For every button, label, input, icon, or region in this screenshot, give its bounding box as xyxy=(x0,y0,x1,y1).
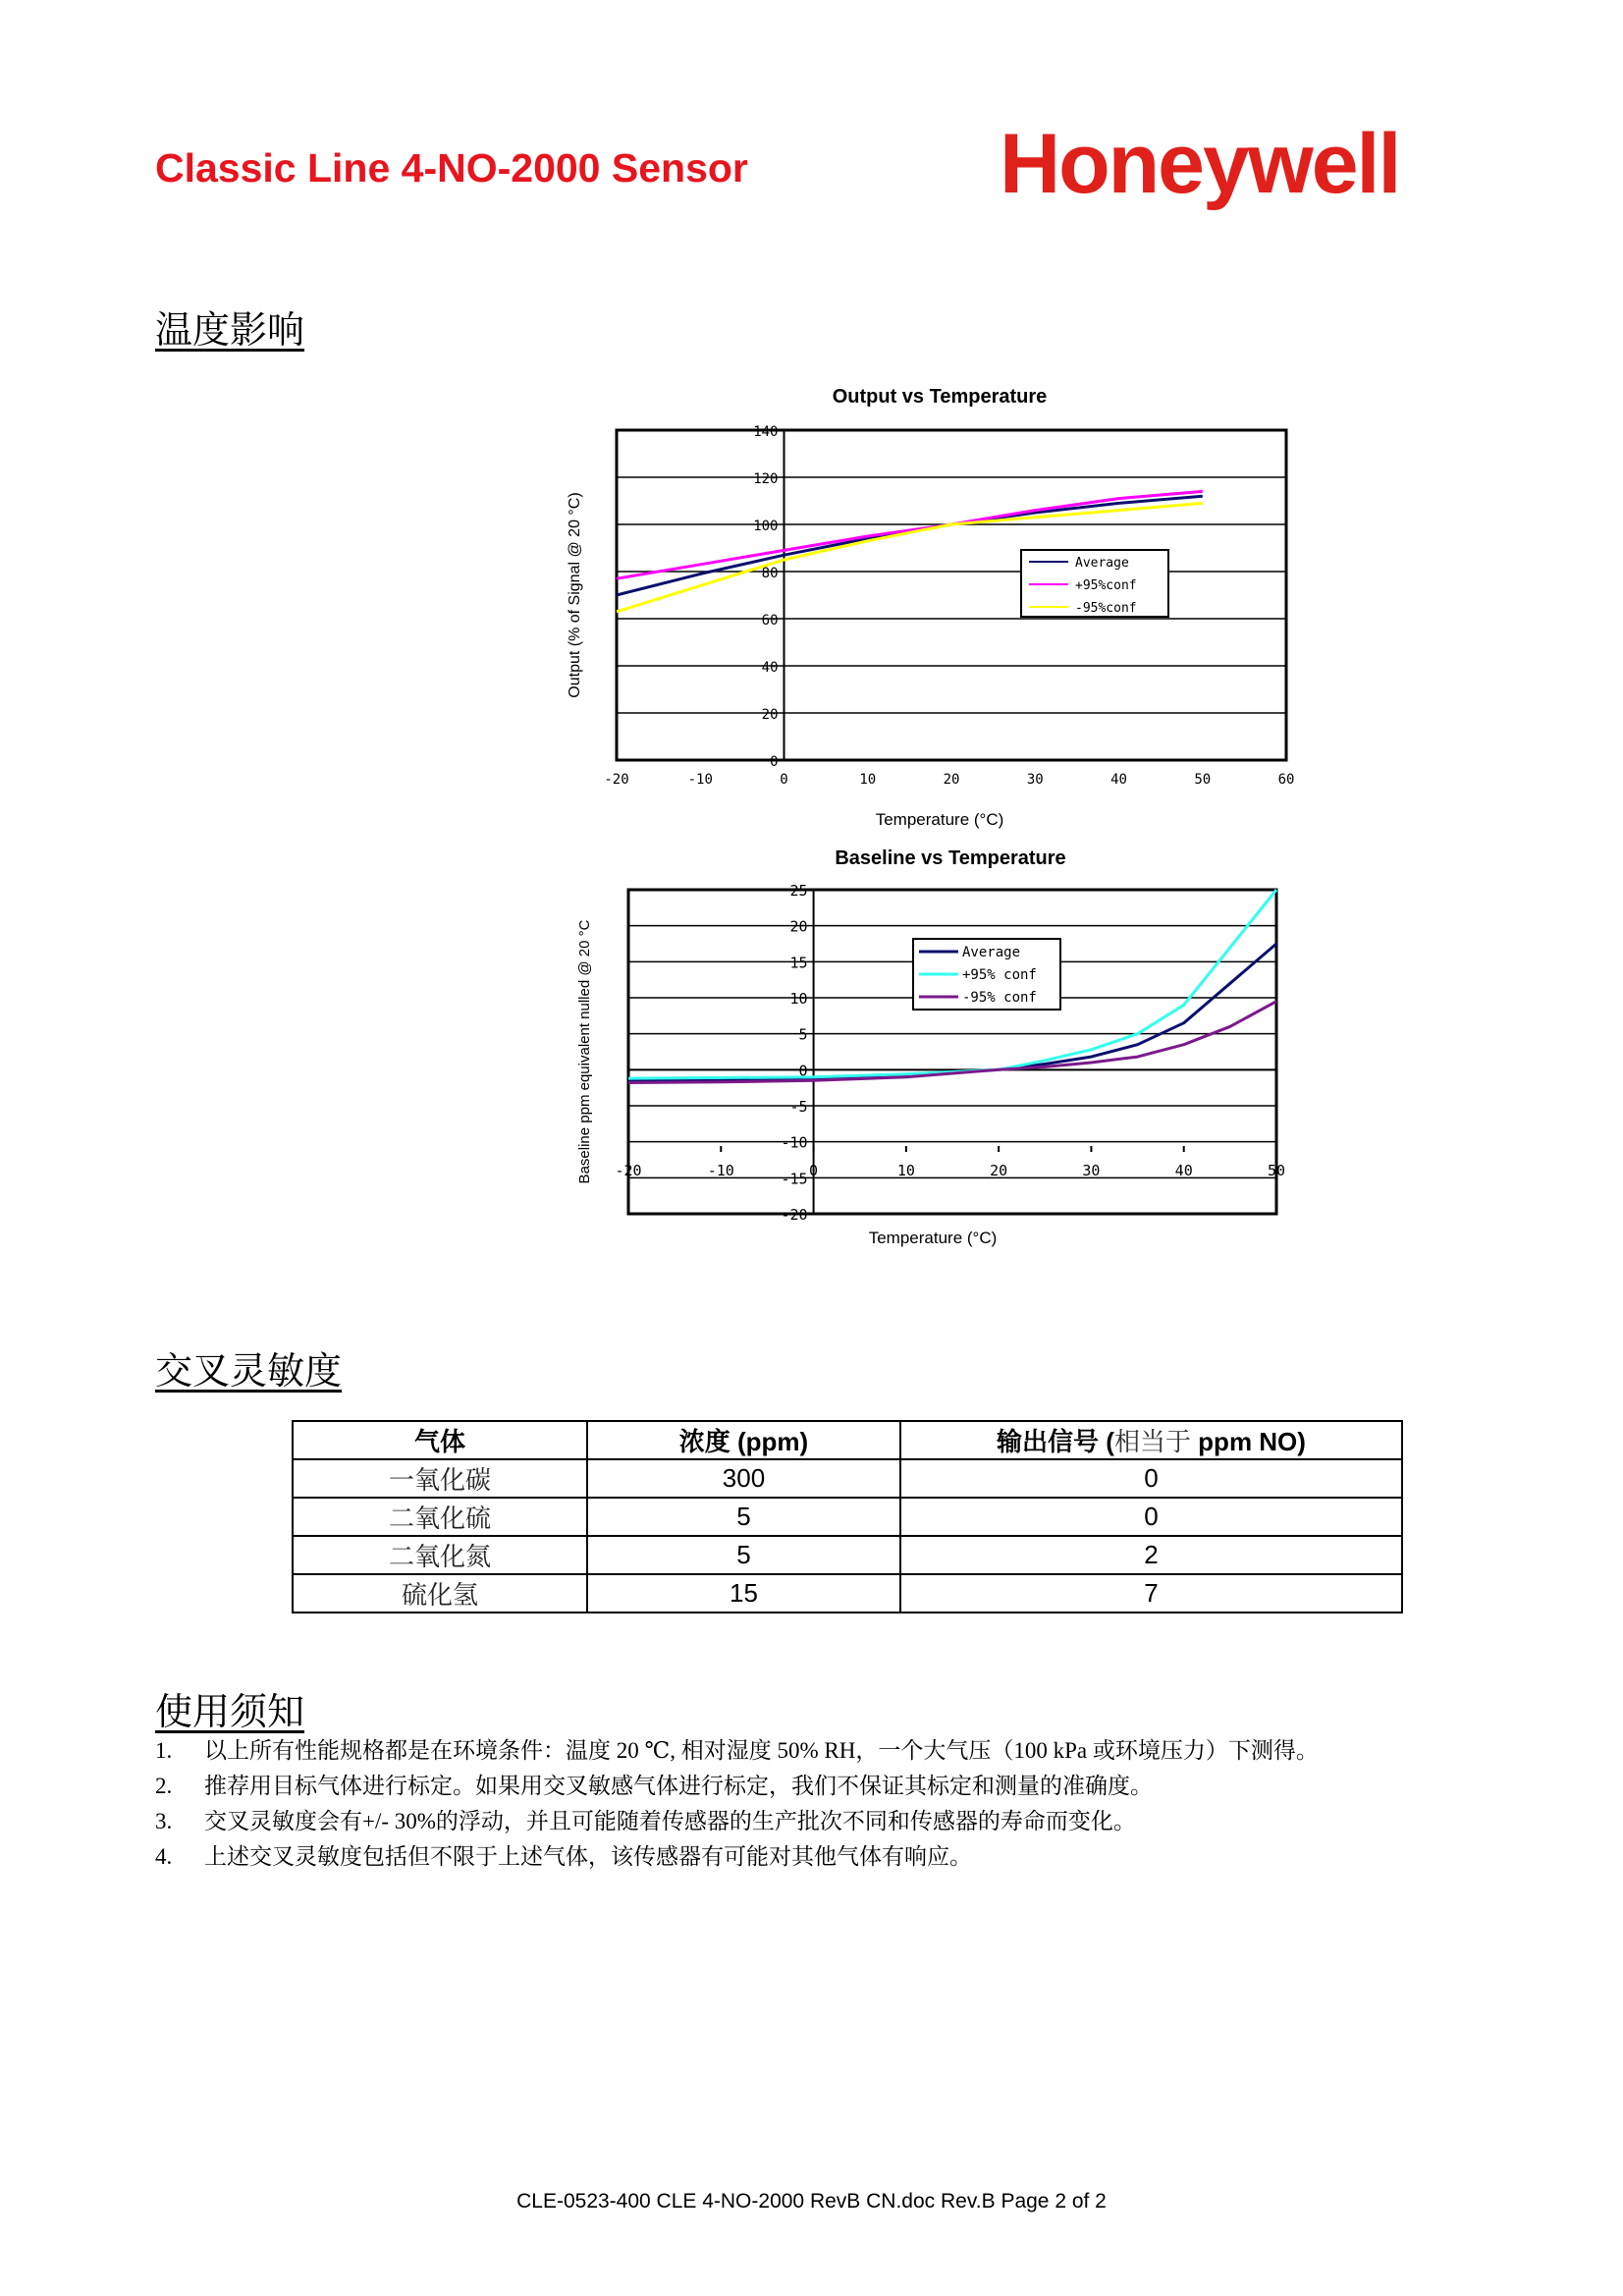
table-row xyxy=(293,1574,1402,1613)
note-number: 1. xyxy=(155,1738,173,1763)
legend-label: +95%conf xyxy=(1075,578,1137,593)
x-tick-label: 10 xyxy=(859,772,877,788)
x-tick-label: 50 xyxy=(1267,1162,1286,1179)
concentration-cell: 15 xyxy=(587,1574,900,1613)
list-item xyxy=(155,1839,1481,1875)
section-heading-temperature: 温度影响 xyxy=(155,308,305,352)
section-heading-notes: 使用须知 xyxy=(155,1690,305,1733)
table-row xyxy=(293,1498,1402,1536)
table-row xyxy=(293,1459,1402,1498)
list-item xyxy=(155,1769,1481,1804)
gas-name-cell: 二氧化氮 xyxy=(293,1536,587,1574)
document-title: Classic Line 4-NO-2000 Sensor xyxy=(155,145,748,191)
plot-area xyxy=(617,430,1286,760)
chart-title: Baseline vs Temperature xyxy=(835,847,1066,869)
x-tick-label: 10 xyxy=(896,1162,915,1179)
x-tick-label: 20 xyxy=(990,1162,1008,1179)
gas-name-cell: 二氧化硫 xyxy=(293,1498,587,1536)
y-tick-label: 40 xyxy=(761,660,779,676)
gas-name-cell: 一氧化碳 xyxy=(293,1459,587,1498)
header-gas: 气体 xyxy=(293,1421,587,1459)
legend-label: Average xyxy=(962,945,1021,960)
output-cell: 7 xyxy=(900,1574,1402,1613)
legend-label: Average xyxy=(1075,556,1129,571)
x-axis-label: Temperature (°C) xyxy=(875,810,1004,829)
table-header-row xyxy=(293,1421,1402,1459)
output-vs-temperature-chart xyxy=(560,378,1306,840)
x-tick-label: 20 xyxy=(943,772,960,788)
y-tick-label: 140 xyxy=(753,424,779,440)
y-tick-label: -5 xyxy=(789,1098,808,1116)
note-number: 2. xyxy=(155,1774,173,1798)
x-tick-label: -10 xyxy=(707,1162,734,1179)
y-tick-label: 10 xyxy=(789,990,808,1008)
list-item xyxy=(155,1733,1481,1769)
x-tick-label: -20 xyxy=(615,1162,642,1179)
x-tick-label: 40 xyxy=(1174,1162,1193,1179)
y-tick-label: -10 xyxy=(781,1133,808,1152)
note-number: 4. xyxy=(155,1844,173,1869)
section-heading-cross-sensitivity: 交叉灵敏度 xyxy=(155,1349,343,1393)
header-output-equivalent: 相当于 xyxy=(1113,1427,1191,1456)
table-row xyxy=(293,1536,1402,1574)
chart-title: Output vs Temperature xyxy=(832,386,1048,408)
y-tick-label: 60 xyxy=(761,613,779,629)
x-tick-label: 40 xyxy=(1110,772,1127,788)
concentration-cell: 300 xyxy=(587,1459,900,1498)
honeywell-logo: Honeywell xyxy=(1000,117,1400,211)
output-cell: 2 xyxy=(900,1536,1402,1574)
cross-sensitivity-table xyxy=(292,1420,1403,1613)
y-tick-label: 120 xyxy=(753,471,779,487)
y-tick-label: 0 xyxy=(770,754,779,770)
y-tick-label: 80 xyxy=(761,566,779,581)
y-tick-label: -15 xyxy=(781,1170,808,1188)
y-tick-label: 5 xyxy=(798,1025,808,1044)
note-text: 以上所有性能规格都是在环境条件：温度 20 ℃, 相对湿度 50% RH，一个大气压（100 kPa 或环境压力）下测得。 xyxy=(204,1738,1319,1763)
y-tick-label: -20 xyxy=(781,1206,808,1224)
legend-label: -95% conf xyxy=(962,990,1037,1006)
header-output-prefix: 输出信号 ( xyxy=(997,1427,1114,1456)
x-tick-label: 30 xyxy=(1082,1162,1101,1179)
chart-legend xyxy=(1021,550,1168,617)
chart-legend xyxy=(913,939,1060,1010)
legend-label: -95%conf xyxy=(1075,601,1137,616)
note-text: 交叉灵敏度会有+/- 30%的浮动，并且可能随着传感器的生产批次不同和传感器的寿命而变化。 xyxy=(204,1809,1136,1833)
x-tick-label: -20 xyxy=(604,772,629,788)
output-cell: 0 xyxy=(900,1459,1402,1498)
note-text: 推荐用目标气体进行标定。如果用交叉敏感气体进行标定，我们不保证其标定和测量的准确度。 xyxy=(204,1774,1153,1798)
output-cell: 0 xyxy=(900,1498,1402,1536)
y-tick-label: 100 xyxy=(753,519,779,534)
y-tick-label: 20 xyxy=(789,917,808,936)
header-output xyxy=(900,1421,1402,1459)
usage-notes-list xyxy=(155,1733,1481,1875)
x-tick-label: 0 xyxy=(809,1162,819,1179)
x-tick-label: 0 xyxy=(780,772,788,788)
page-footer: CLE-0523-400 CLE 4-NO-2000 RevB CN.doc Rev.B Page 2 of 2 xyxy=(516,2190,1107,2213)
y-axis-label: Baseline ppm equivalent nulled @ 20 °C xyxy=(576,919,593,1184)
header-concentration: 浓度 (ppm) xyxy=(587,1421,900,1459)
x-axis-label: Temperature (°C) xyxy=(868,1229,998,1247)
concentration-cell: 5 xyxy=(587,1536,900,1574)
y-tick-label: 25 xyxy=(789,882,808,900)
x-tick-label: 60 xyxy=(1277,772,1295,788)
note-number: 3. xyxy=(155,1809,173,1833)
x-tick-label: 50 xyxy=(1194,772,1212,788)
y-axis-label: Output (% of Signal @ 20 °C) xyxy=(567,492,583,698)
baseline-vs-temperature-chart xyxy=(569,845,1296,1257)
y-tick-label: 15 xyxy=(789,954,808,972)
gas-name-cell: 硫化氢 xyxy=(293,1574,587,1613)
y-tick-label: 0 xyxy=(798,1062,808,1080)
y-tick-label: 20 xyxy=(761,707,779,723)
note-text: 上述交叉灵敏度包括但不限于上述气体，该传感器有可能对其他气体有响应。 xyxy=(204,1844,972,1869)
concentration-cell: 5 xyxy=(587,1498,900,1536)
x-tick-label: 30 xyxy=(1026,772,1044,788)
x-tick-label: -10 xyxy=(687,772,713,788)
header-output-suffix: ppm NO) xyxy=(1190,1427,1306,1456)
list-item xyxy=(155,1804,1481,1839)
legend-label: +95% conf xyxy=(962,967,1037,983)
